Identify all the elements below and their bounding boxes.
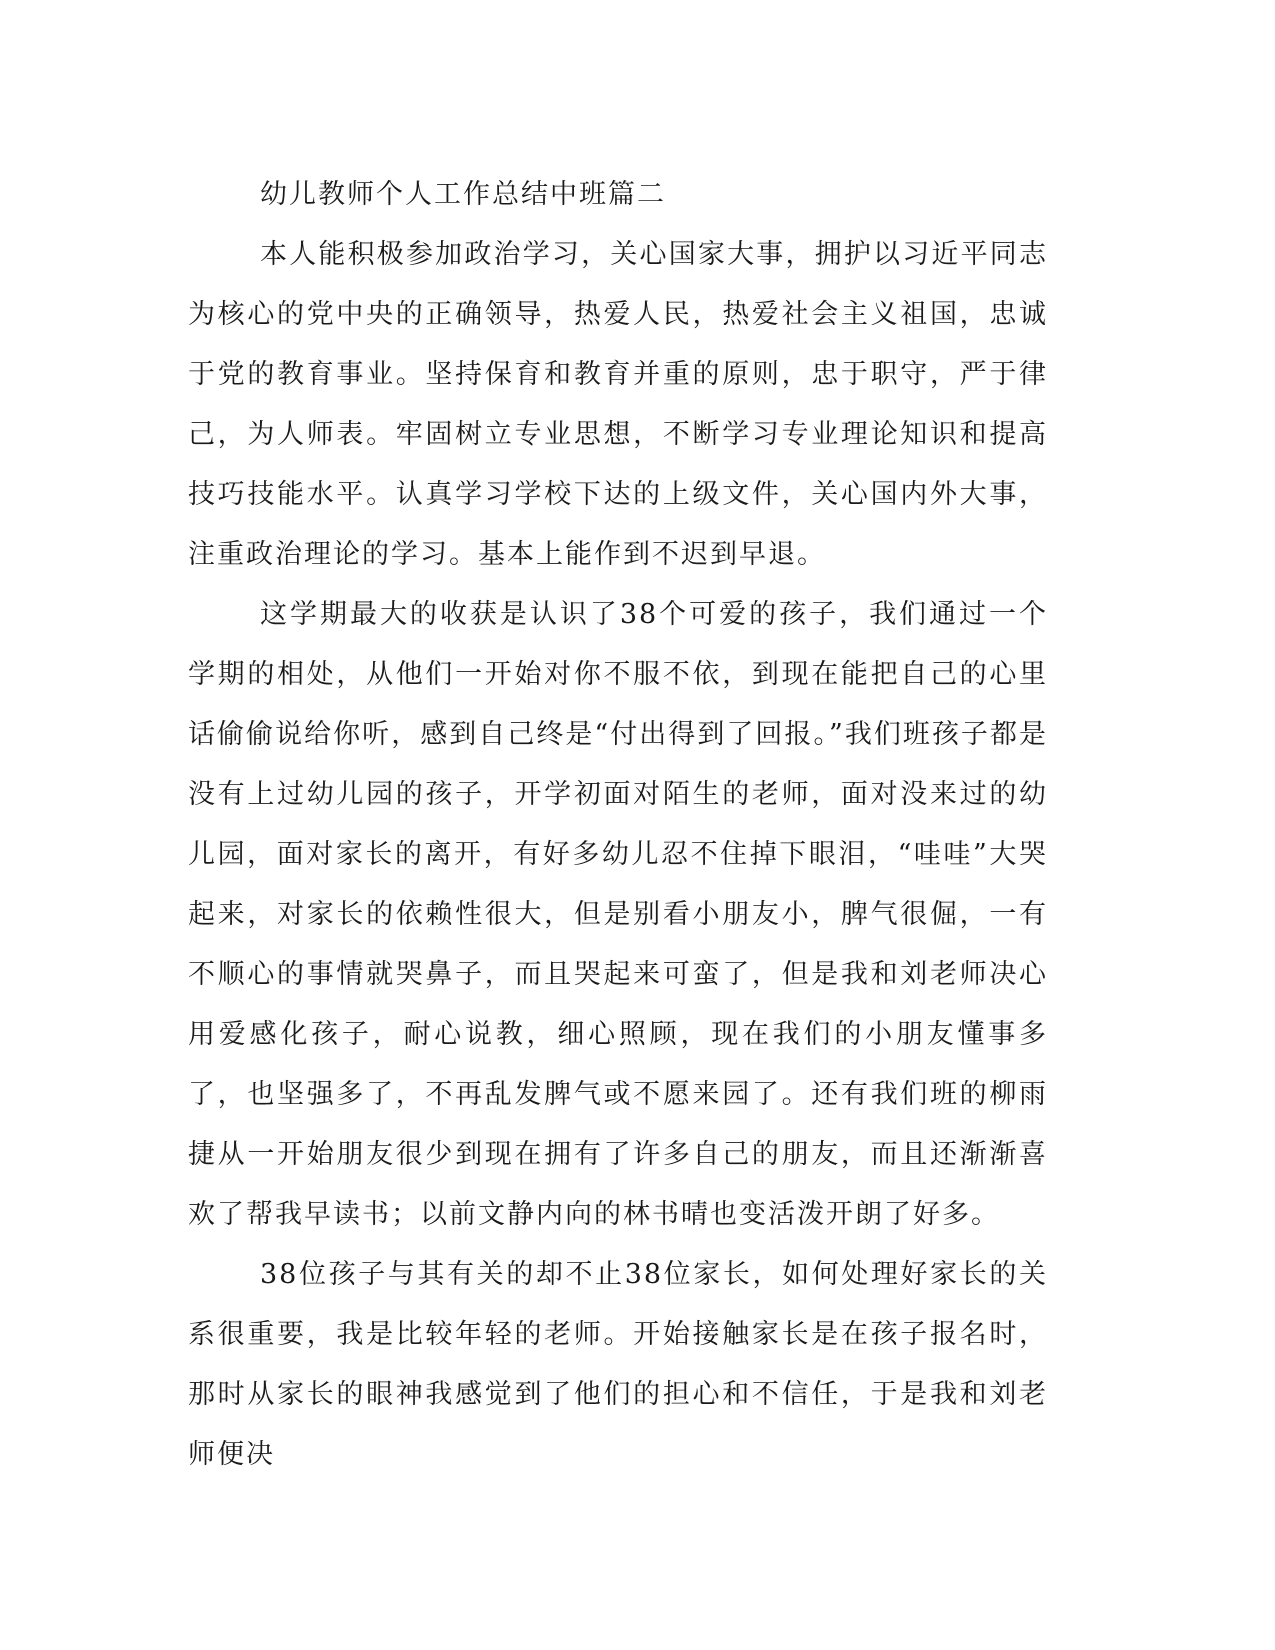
document-body — [188, 165, 1048, 1485]
document-title: 幼儿教师个人工作总结中班篇二 — [260, 179, 666, 210]
paragraph-3: 38位孩子与其有关的却不止38位家长，如何处理好家长的关系很重要，我是比较年轻的老师。开始接触家长是在孩子报名时，那时从家长的眼神我感觉到了他们的担心和不信任，于是我和刘老师便决 — [188, 1259, 1048, 1470]
paragraph-2: 这学期最大的收获是认识了38个可爱的孩子，我们通过一个学期的相处，从他们一开始对你不服不依，到现在能把自己的心里话偷偷说给你听，感到自己终是“付出得到了回报。”我们班孩子都是没有上过幼儿园的孩子，开学初面对陌生的老师，面对没来过的幼儿园，面对家长的离开，有好多幼儿忍不住掉下眼泪，“哇哇”大哭起来，对家长的依赖性很大，但是别看小朋友小，脾气很倔，一有不顺心的事情就哭鼻子，而且哭起来可蛮了，但是我和刘老师决心用爱感化孩子，耐心说教，细心照顾，现在我们的小朋友懂事多了，也坚强多了，不再乱发脾气或不愿来园了。还有我们班的柳雨捷从一开始朋友很少到现在拥有了许多自己的朋友，而且还渐渐喜欢了帮我早读书；以前文静内向的林书晴也变活泼开朗了好多。 — [188, 599, 1048, 1230]
paragraph-1: 本人能积极参加政治学习，关心国家大事，拥护以习近平同志为核心的党中央的正确领导，热爱人民，热爱社会主义祖国，忠诚于党的教育事业。坚持保育和教育并重的原则，忠于职守，严于律己，为人师表。牢固树立专业思想，不断学习专业理论知识和提高技巧技能水平。认真学习学校下达的上级文件，关心国内外大事，注重政治理论的学习。基本上能作到不迟到早退。 — [188, 239, 1048, 570]
